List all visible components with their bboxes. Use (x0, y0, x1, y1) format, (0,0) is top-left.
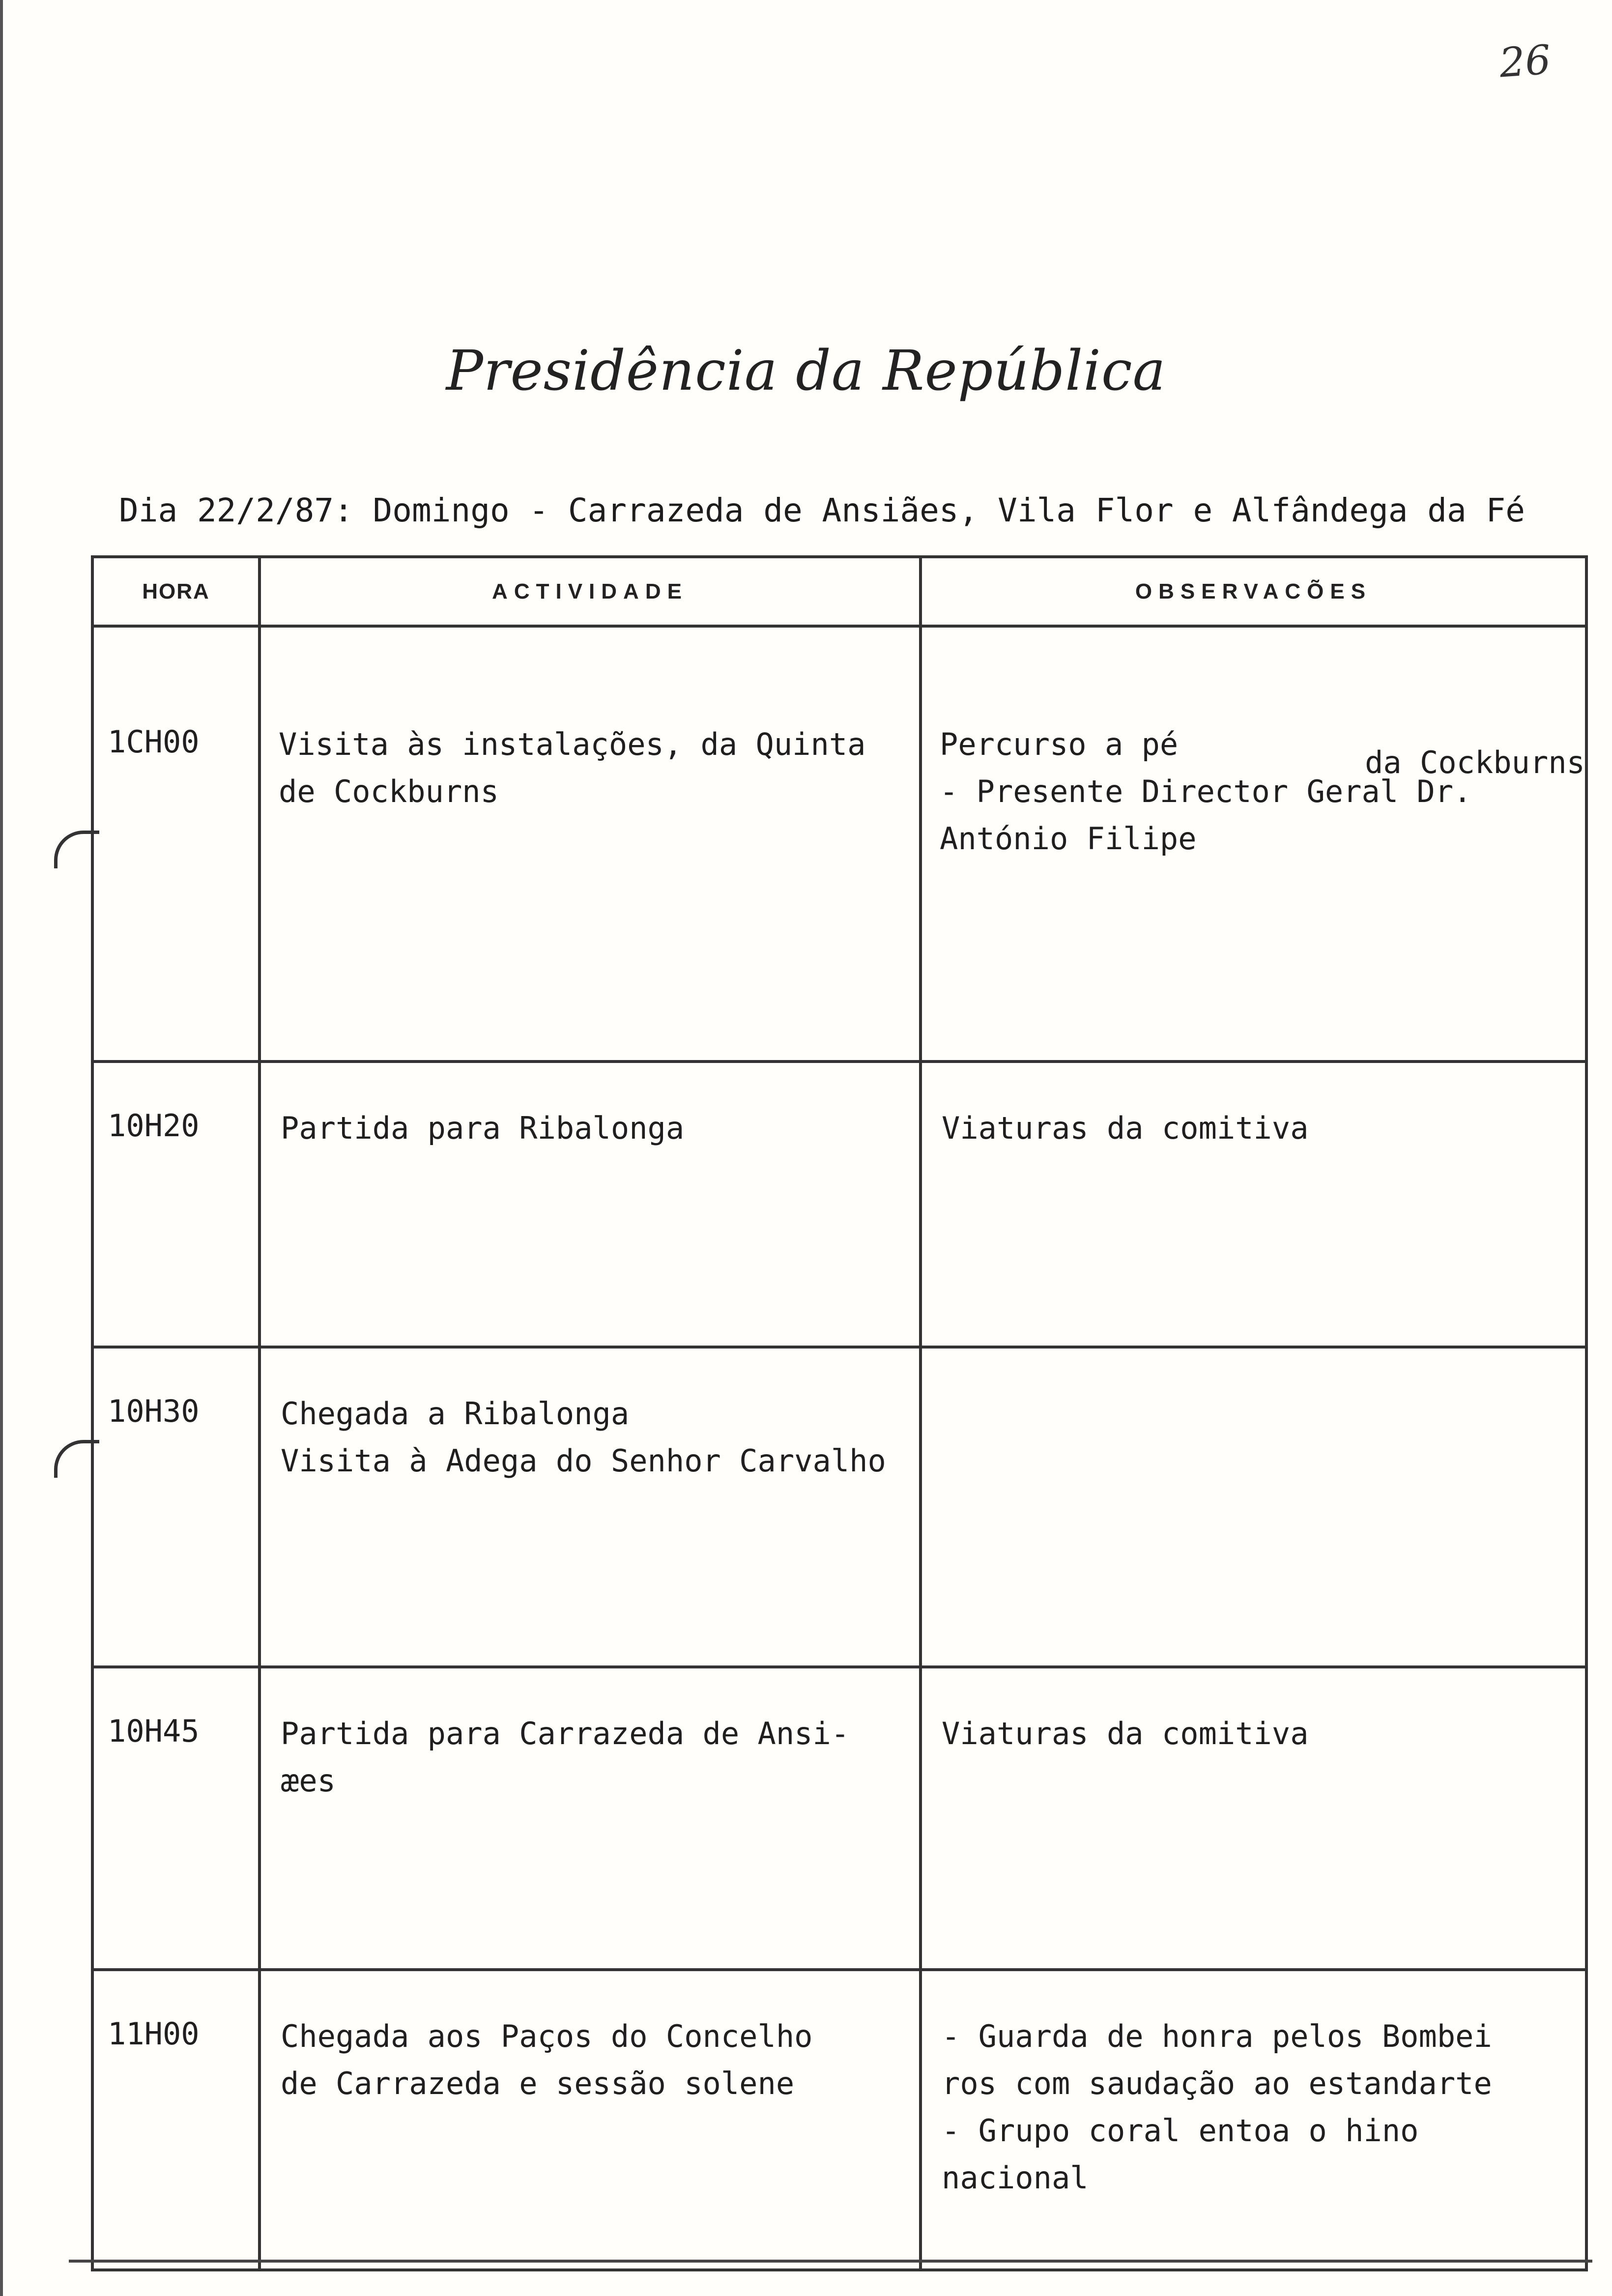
observations-cell (921, 1970, 1586, 2270)
activity-cell (259, 1347, 921, 1667)
time-cell (92, 626, 259, 1062)
observations-wrapper (922, 628, 1585, 1060)
observations-cell (921, 1347, 1586, 1667)
table-row (92, 1062, 1586, 1347)
observations-text: Viaturas da comitiva (942, 1110, 1309, 1146)
time-cell (92, 1347, 259, 1667)
activity-cell (259, 626, 921, 1062)
schedule-table (91, 555, 1588, 2271)
time-cell (92, 1062, 259, 1347)
table-row (92, 1347, 1586, 1667)
page-number: 26 (1497, 36, 1553, 87)
observations-text: - Guarda de honra pelos Bombei ros com saudação ao estandarte - Grupo coral entoa o hino nacional (942, 2018, 1492, 2196)
time-text: 1CH00 (108, 724, 200, 760)
bottom-rule (69, 2260, 1592, 2263)
time-text: 11H00 (108, 2016, 200, 2052)
observations-text: Percurso a pé - Presente Director Geral Dr. António Filipe (940, 726, 1472, 857)
observations-cell (921, 1062, 1586, 1347)
letterhead: Presidência da República (446, 339, 1166, 403)
time-cell (92, 1970, 259, 2270)
table-header-row (92, 557, 1586, 626)
observations-cell (921, 1667, 1586, 1970)
column-header-actividade: ACTIVIDADE (259, 557, 921, 626)
activity-text: Partida para Ribalonga (281, 1110, 685, 1146)
observations-cell (921, 626, 1586, 1062)
day-header: Dia 22/2/87: Domingo - Carrazeda de Ansiães, Vila Flor e Alfândega da Fé (119, 491, 1525, 529)
time-text: 10H20 (108, 1108, 200, 1144)
time-text: 10H30 (108, 1393, 200, 1429)
activity-text: Chegada aos Paços do Concelho de Carrazeda e sessão solene (281, 2018, 813, 2101)
table-row (92, 1667, 1586, 1970)
time-cell (92, 1667, 259, 1970)
activity-cell (259, 1970, 921, 2270)
time-text: 10H45 (108, 1713, 200, 1749)
activity-text: Partida para Carrazeda de Ansi- æes (281, 1716, 850, 1799)
table-row (92, 1970, 1586, 2270)
activity-cell (259, 1062, 921, 1347)
column-header-hora: HORA (92, 557, 259, 626)
observations-text (922, 1349, 1585, 1390)
observations-text: Viaturas da comitiva (942, 1716, 1309, 1751)
column-header-observacoes: OBSERVACÕES (921, 557, 1586, 626)
inserted-annotation: da Cockburns (1365, 745, 1585, 780)
activity-text: Chegada a Ribalonga Visita à Adega do Senhor Carvalho (281, 1396, 886, 1479)
activity-text: Visita às instalações, da Quinta de Cockburns (279, 726, 866, 809)
activity-cell (259, 1667, 921, 1970)
table-row (92, 626, 1586, 1062)
